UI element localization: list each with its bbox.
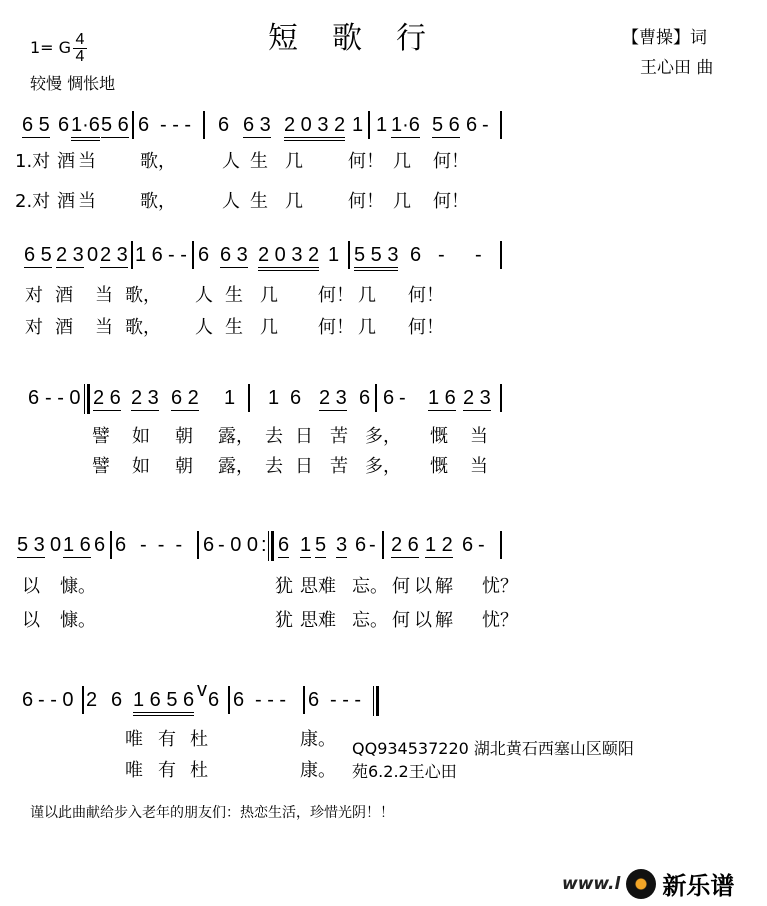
dedication: 谨以此曲献给步入老年的朋友们：热恋生活，珍惜光阴！！ [30, 805, 394, 821]
note-group: - - 0 [38, 689, 74, 711]
note-group: 6 5 [24, 244, 52, 266]
lyric-syllable: 杜 [190, 760, 208, 781]
bar-line [228, 686, 230, 714]
lyric-syllable: 当 [470, 426, 488, 447]
lyric-syllable: 对 [25, 285, 43, 306]
note-group: - [438, 244, 445, 266]
note-group: 2 6 [93, 387, 121, 409]
lyric-syllable: 歌， [125, 317, 161, 338]
note-group: 5 6 [101, 114, 129, 136]
lyric-syllable: 慷。 [60, 576, 96, 597]
bar-line [132, 111, 134, 139]
bar-line [382, 531, 384, 559]
bar-line [348, 241, 350, 269]
lyric-syllable: 犹 [275, 576, 293, 597]
note-group: 1 [328, 244, 340, 266]
note-group: 6 3 [220, 244, 248, 266]
lyric-syllable: 人 [195, 285, 213, 306]
note-group: 1 [300, 534, 312, 556]
lyric-syllable: 生 [225, 285, 243, 306]
note-group: 5 [315, 534, 327, 556]
lyric-syllable: 去 [265, 456, 283, 477]
bar-line [375, 384, 377, 412]
note-group: - [482, 114, 489, 136]
song-title: 短歌行 [268, 21, 460, 56]
note-group: 2 0 3 2 [284, 115, 345, 141]
composer: 王心田 曲 [640, 58, 714, 78]
note-group: - - - [160, 114, 192, 136]
lyric-syllable: 露， [218, 456, 254, 477]
bar-line [500, 531, 502, 559]
note-group: - [478, 534, 485, 556]
note-group: 5 5 3 [354, 245, 398, 271]
lyric-syllable: 当 [470, 456, 488, 477]
note-group: 1 [352, 114, 364, 136]
lyric-syllable: 人 [195, 317, 213, 338]
note-group: 1 6 [135, 244, 163, 266]
lyric-syllable: 日 [295, 426, 313, 447]
watermark-logo [562, 866, 734, 901]
double-bar-line [84, 384, 90, 414]
lyric-syllable: 以 [414, 610, 432, 631]
lyric-syllable: 当 [95, 317, 113, 338]
note-group: 1 6 [428, 387, 456, 409]
lyricist: 【曹操】词 [622, 28, 707, 48]
lyric-syllable: 何！ [408, 285, 444, 306]
note-group: 6 [308, 689, 320, 711]
lyric-syllable: 对 [25, 317, 43, 338]
lyric-syllable: 苦 [330, 456, 348, 477]
note-group: 1 6 5 6 [133, 690, 194, 716]
note-group: 1 [268, 387, 280, 409]
note-group: : [261, 534, 267, 556]
lyric-syllable: 何 [392, 576, 410, 597]
lyric-syllable: 酒 [55, 317, 73, 338]
lyric-syllable: 何！ [318, 285, 354, 306]
note-group: 6 [203, 534, 215, 556]
note-group: - [369, 534, 376, 556]
note-group: 6 3 [243, 114, 271, 136]
lyric-syllable: 犹 [275, 610, 293, 631]
note-group: - - [168, 244, 187, 266]
lyric-syllable: 譬 [92, 426, 110, 447]
time-bottom: 4 [75, 48, 85, 65]
lyric-syllable: 几 [260, 285, 278, 306]
note-group: 6 [410, 244, 422, 266]
lyric-syllable: 生 [250, 191, 268, 212]
lyric-syllable: 酒 [57, 151, 75, 172]
note-group: 6 [94, 534, 106, 556]
time-signature [73, 32, 87, 65]
lyric-syllable: 有 [158, 729, 176, 750]
lyric-syllable: 朝 [175, 426, 193, 447]
note-group: - 0 0 [218, 534, 259, 556]
note-group: 6 [290, 387, 302, 409]
note-group: 3 [336, 534, 348, 556]
lyric-syllable: 何！ [318, 317, 354, 338]
lyric-syllable: 思难 [300, 576, 336, 597]
lyric-syllable: 何！ [348, 151, 384, 172]
lyric-syllable: 慨 [430, 426, 448, 447]
note-group: 6 [111, 689, 123, 711]
note-group: - - - [330, 689, 362, 711]
note-group: 6 [466, 114, 478, 136]
note-group: 6 [138, 114, 150, 136]
note-group: - - - [140, 534, 183, 556]
lyric-syllable: 何 [392, 610, 410, 631]
lyric-syllable: 唯 [125, 729, 143, 750]
lyric-syllable: 酒 [57, 191, 75, 212]
lyric-syllable: 何！ [433, 191, 469, 212]
lyric-syllable: 几 [393, 151, 411, 172]
bar-line [500, 241, 502, 269]
credit-line-2: 苑6.2.2王心田 [352, 762, 457, 781]
note-group: 0 [50, 534, 62, 556]
lyric-syllable: 譬 [92, 456, 110, 477]
note-group: 2 3 [56, 244, 84, 266]
lyric-syllable: 人 [222, 151, 240, 172]
note-group: 5 6 [432, 114, 460, 136]
lyric-syllable: 几 [358, 317, 376, 338]
double-bar-line [268, 531, 274, 561]
watermark-brand: 新乐谱 [662, 872, 735, 900]
note-group: 6 [278, 534, 290, 556]
lyric-syllable: 歌， [125, 285, 161, 306]
note-group: 2 6 [391, 534, 419, 556]
lyric-syllable: 当 [95, 285, 113, 306]
note-group: 1·6 [71, 115, 100, 141]
watermark-url: www.l [562, 873, 621, 894]
note-group: 6 [208, 689, 220, 711]
note-group: 2 3 [319, 387, 347, 409]
lyric-syllable: 生 [250, 151, 268, 172]
lyric-syllable: 几 [358, 285, 376, 306]
note-group: 6 [22, 689, 34, 711]
lyric-syllable: 有 [158, 760, 176, 781]
lyric-syllable: 杜 [190, 729, 208, 750]
lyric-syllable: 多， [365, 426, 401, 447]
lyric-syllable: 朝 [175, 456, 193, 477]
note-group: 2 3 [131, 387, 159, 409]
double-bar-line [373, 686, 379, 716]
note-group: 1 [376, 114, 388, 136]
note-group: 6 [233, 689, 245, 711]
lyric-syllable: 生 [225, 317, 243, 338]
note-group: 6 [355, 534, 367, 556]
note-group: 1 6 [63, 534, 91, 556]
note-group: 6 [462, 534, 474, 556]
lyric-syllable: 慨 [430, 456, 448, 477]
note-group: - - - [255, 689, 287, 711]
bar-line [82, 686, 84, 714]
bar-line [248, 384, 250, 412]
note-group: 6 [198, 244, 210, 266]
lyric-syllable: 忘。 [352, 610, 388, 631]
note-group: 6 [218, 114, 230, 136]
lyric-syllable: 何！ [433, 151, 469, 172]
note-group: 6 [28, 387, 40, 409]
note-group: 2 3 [100, 244, 128, 266]
note-group: 6 [58, 114, 70, 136]
bar-line [500, 111, 502, 139]
note-group: - - 0 [45, 387, 81, 409]
lyric-syllable: 如 [132, 426, 150, 447]
note-group: 2 [86, 689, 98, 711]
lyric-syllable: 露， [218, 426, 254, 447]
note-group: - [399, 387, 406, 409]
note-group: 6 2 [171, 387, 199, 409]
lyric-syllable: 唯 [125, 760, 143, 781]
lyric-syllable: 1.对 [15, 151, 51, 172]
bar-line [500, 384, 502, 412]
note-group: 1 2 [425, 534, 453, 556]
lyric-syllable: 几 [260, 317, 278, 338]
lyric-syllable: 康。 [300, 729, 336, 750]
lyric-syllable: 酒 [55, 285, 73, 306]
lyric-syllable: 人 [222, 191, 240, 212]
vinyl-disc-icon [626, 869, 656, 899]
lyric-syllable: 如 [132, 456, 150, 477]
note-group: v [197, 679, 207, 701]
note-group: 6 [359, 387, 371, 409]
note-group: 6 [115, 534, 127, 556]
note-group: 1·6 [391, 114, 420, 136]
lyric-syllable: 歌， [140, 191, 176, 212]
note-group: 0 [87, 244, 99, 266]
bar-line [203, 111, 205, 139]
lyric-syllable: 2.对 [15, 191, 51, 212]
bar-line [110, 531, 112, 559]
tempo-marking: 较慢 惆怅地 [30, 74, 116, 93]
lyric-syllable: 慷。 [60, 610, 96, 631]
lyric-syllable: 苦 [330, 426, 348, 447]
note-group: 6 5 [22, 114, 50, 136]
credit-line-1: QQ934537220 湖北黄石西塞山区颐阳 [352, 739, 634, 758]
key-signature: 1= G [30, 38, 72, 57]
note-group: 1 [224, 387, 236, 409]
lyric-syllable: 忧？ [482, 576, 518, 597]
lyric-syllable: 何！ [348, 191, 384, 212]
lyric-syllable: 何！ [408, 317, 444, 338]
lyric-syllable: 以 [22, 576, 40, 597]
note-group: 2 3 [463, 387, 491, 409]
lyric-syllable: 忧？ [482, 610, 518, 631]
note-group: 2 0 3 2 [258, 245, 319, 271]
lyric-syllable: 多， [365, 456, 401, 477]
lyric-syllable: 日 [295, 456, 313, 477]
lyric-syllable: 几 [393, 191, 411, 212]
bar-line [197, 531, 199, 559]
time-top: 4 [73, 32, 87, 49]
lyric-syllable: 解 [435, 576, 453, 597]
note-group: 5 3 [17, 534, 45, 556]
lyric-syllable: 以 [414, 576, 432, 597]
lyric-syllable: 解 [435, 610, 453, 631]
bar-line [192, 241, 194, 269]
lyric-syllable: 思难 [300, 610, 336, 631]
lyric-syllable: 几 [285, 151, 303, 172]
lyric-syllable: 忘。 [352, 576, 388, 597]
note-group: - [475, 244, 482, 266]
bar-line [368, 111, 370, 139]
lyric-syllable: 康。 [300, 760, 336, 781]
note-group: 6 [383, 387, 395, 409]
lyric-syllable: 歌， [140, 151, 176, 172]
lyric-syllable: 当 [78, 191, 96, 212]
lyric-syllable: 去 [265, 426, 283, 447]
bar-line [303, 686, 305, 714]
lyric-syllable: 当 [78, 151, 96, 172]
bar-line [131, 241, 133, 269]
lyric-syllable: 几 [285, 191, 303, 212]
lyric-syllable: 以 [22, 610, 40, 631]
